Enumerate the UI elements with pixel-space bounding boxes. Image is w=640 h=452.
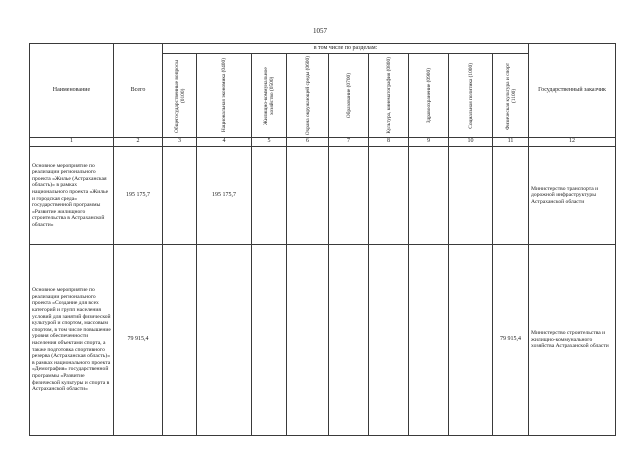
row-section-value — [252, 147, 287, 245]
column-number: 1 — [30, 138, 114, 147]
row-section-value — [163, 245, 197, 436]
row-total: 195 175,7 — [114, 147, 163, 245]
header-including-sections: в том числе по разделам: — [163, 44, 529, 54]
page-number: 1057 — [313, 27, 327, 35]
row-section-value: 79 915,4 — [493, 245, 529, 436]
column-number: 5 — [252, 138, 287, 147]
header-section-1000: Социальная политика (1000) — [449, 54, 493, 138]
header-section-0600: Охрана окружающей среды (0600) — [287, 54, 329, 138]
row-section-value — [329, 147, 369, 245]
row-customer: Министерство транспорта и дорожной инфраструктуры Астраханской области — [529, 147, 616, 245]
table-row — [30, 245, 616, 436]
row-section-value — [449, 245, 493, 436]
row-total: 79 915,4 — [114, 245, 163, 436]
row-name: Основное мероприятие по реализации регионального проекта «Жилье (Астраханская область)» в рамках национального проекта «Жилье и городская среда» государственной программы «Развитие жилищного строительства в Астраханской области» — [30, 147, 114, 245]
row-customer: Министерство строительства и жилищно-коммунального хозяйства Астраханской области — [529, 245, 616, 436]
header-section-0400: Национальная экономика (0400) — [197, 54, 252, 138]
row-section-value — [287, 147, 329, 245]
header-section-0700: Образование (0700) — [329, 54, 369, 138]
header-total: Всего — [114, 44, 163, 138]
header-section-1100: Физическая культура и спорт (1100) — [493, 54, 529, 138]
row-section-value — [252, 245, 287, 436]
row-section-value — [409, 147, 449, 245]
row-section-value — [369, 147, 409, 245]
column-number: 6 — [287, 138, 329, 147]
table-row — [30, 147, 616, 245]
row-section-value — [329, 245, 369, 436]
column-number: 4 — [197, 138, 252, 147]
column-number-row — [30, 138, 616, 147]
row-section-value — [493, 147, 529, 245]
row-section-value — [449, 147, 493, 245]
row-section-value — [287, 245, 329, 436]
header-name: Наименование — [30, 44, 114, 138]
header-section-0900: Здравоохранение (0900) — [409, 54, 449, 138]
column-number: 7 — [329, 138, 369, 147]
header-section-0800: Культура, кинематография (0800) — [369, 54, 409, 138]
column-number: 9 — [409, 138, 449, 147]
row-name: Основное мероприятие по реализации регионального проекта «Создание для всех категорий и групп населения условий для занятий физической культурой и спортом, массовым спортом, в том числе повышение уровня обеспеченности населения объектами спорта, а также подготовка спортивного резерва (Астраханская область)» в рамках национального проекта «Демография» государственной программы «Развитие физической культуры и спорта в Астраханской области» — [30, 245, 114, 436]
row-section-value — [163, 147, 197, 245]
column-number: 2 — [114, 138, 163, 147]
header-customer: Государственный заказчик — [529, 44, 616, 138]
column-number: 12 — [529, 138, 616, 147]
row-section-value — [409, 245, 449, 436]
column-number: 11 — [493, 138, 529, 147]
header-row-top — [30, 44, 616, 54]
column-number: 10 — [449, 138, 493, 147]
budget-table — [29, 43, 616, 436]
row-section-value — [369, 245, 409, 436]
row-section-value — [197, 245, 252, 436]
header-section-0100: Общегосударственные вопросы (0100) — [163, 54, 197, 138]
column-number: 8 — [369, 138, 409, 147]
column-number: 3 — [163, 138, 197, 147]
header-section-0500: Жилищно-коммунальное хозяйство (0500) — [252, 54, 287, 138]
row-section-value: 195 175,7 — [197, 147, 252, 245]
